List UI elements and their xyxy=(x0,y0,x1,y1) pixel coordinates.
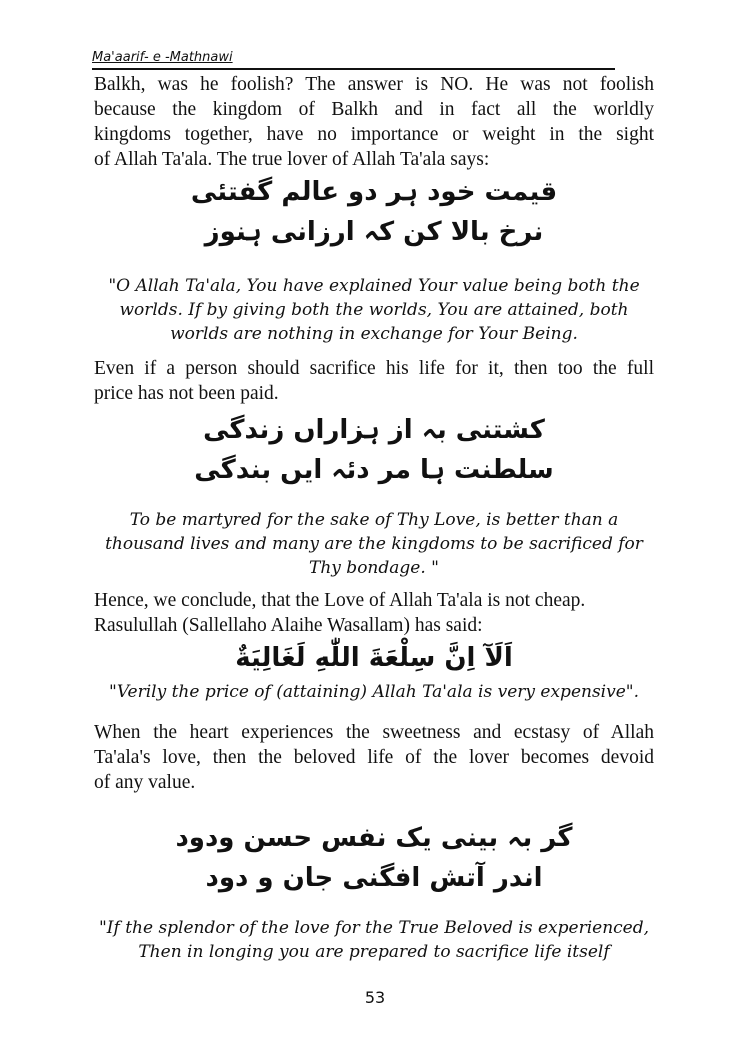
paragraph-2 xyxy=(94,356,654,406)
verse-line: اندر آتش افگنی جان و دود xyxy=(205,863,543,893)
paragraph-1 xyxy=(94,72,654,172)
header-divider xyxy=(92,68,615,70)
text-line: Balkh, was he foolish? The answer is NO. He was not foolish xyxy=(94,74,654,95)
text-line: because the kingdom of Balkh and in fact all the worldly xyxy=(94,99,654,120)
text-line: Even if a person should sacrifice his life for it, then too the full xyxy=(94,358,654,379)
quote-line: "If the splendor of the love for the True Beloved is experienced, xyxy=(98,918,650,938)
quote-line: "O Allah Ta'ala, You have explained Your value being both the xyxy=(108,276,640,296)
verse-line: نرخ بالا کن کہ ارزانی ہنوز xyxy=(204,217,544,247)
text-line: Ta'ala's love, then the beloved life of the lover becomes devoid xyxy=(94,747,654,768)
quote-line: "Verily the price of (attaining) Allah Ta'ala is very expensive". xyxy=(109,682,639,702)
translation-quote-2 xyxy=(94,508,654,580)
translation-quote-3 xyxy=(94,680,654,704)
verse-line: کشتنی بہ از ہزاراں زندگی xyxy=(203,415,545,445)
paragraph-3 xyxy=(94,588,654,638)
urdu-couplet-1 xyxy=(94,172,654,252)
arabic-hadith: اَلَآ اِنَّ سِلْعَةَ اللّٰهِ لَغَالِيَةٌ xyxy=(235,643,513,673)
quote-line: worlds are nothing in exchange for Your Being. xyxy=(170,324,578,344)
translation-quote-4 xyxy=(94,916,654,964)
text-line: Rasulullah (Sallellaho Alaihe Wasallam) has said: xyxy=(94,615,483,636)
text-line: Hence, we conclude, that the Love of Allah Ta'ala is not cheap. xyxy=(94,590,586,611)
quote-line: To be martyred for the sake of Thy Love, is better than a xyxy=(129,510,619,530)
quote-line: worlds. If by giving both the worlds, You are attained, both xyxy=(119,300,629,320)
verse-line: سلطنت ہا مر دئہ ایں بندگی xyxy=(194,455,554,485)
quote-line: Then in longing you are prepared to sacrifice life itself xyxy=(138,942,610,962)
text-line: of Allah Ta'ala. The true lover of Allah Ta'ala says: xyxy=(94,149,490,170)
translation-quote-1 xyxy=(94,274,654,346)
paragraph-4 xyxy=(94,720,654,795)
urdu-couplet-2 xyxy=(94,410,654,490)
verse-line: قیمت خود ہر دو عالم گفتئی xyxy=(190,177,558,207)
running-header: Ma'aarif- e -Mathnawi xyxy=(92,50,233,65)
text-line: When the heart experiences the sweetness and ecstasy of Allah xyxy=(94,722,654,743)
verse-line: گر بہ بینی یک نفس حسن ودود xyxy=(175,823,573,853)
text-line: of any value. xyxy=(94,772,196,793)
text-line: price has not been paid. xyxy=(94,383,279,404)
quote-line: thousand lives and many are the kingdoms to be sacrificed for xyxy=(105,534,643,554)
page-number: 53 xyxy=(364,988,386,1007)
text-line: kingdoms together, have no importance or weight in the sight xyxy=(94,124,654,145)
quote-line: Thy bondage. " xyxy=(309,558,439,578)
urdu-couplet-3 xyxy=(94,818,654,898)
